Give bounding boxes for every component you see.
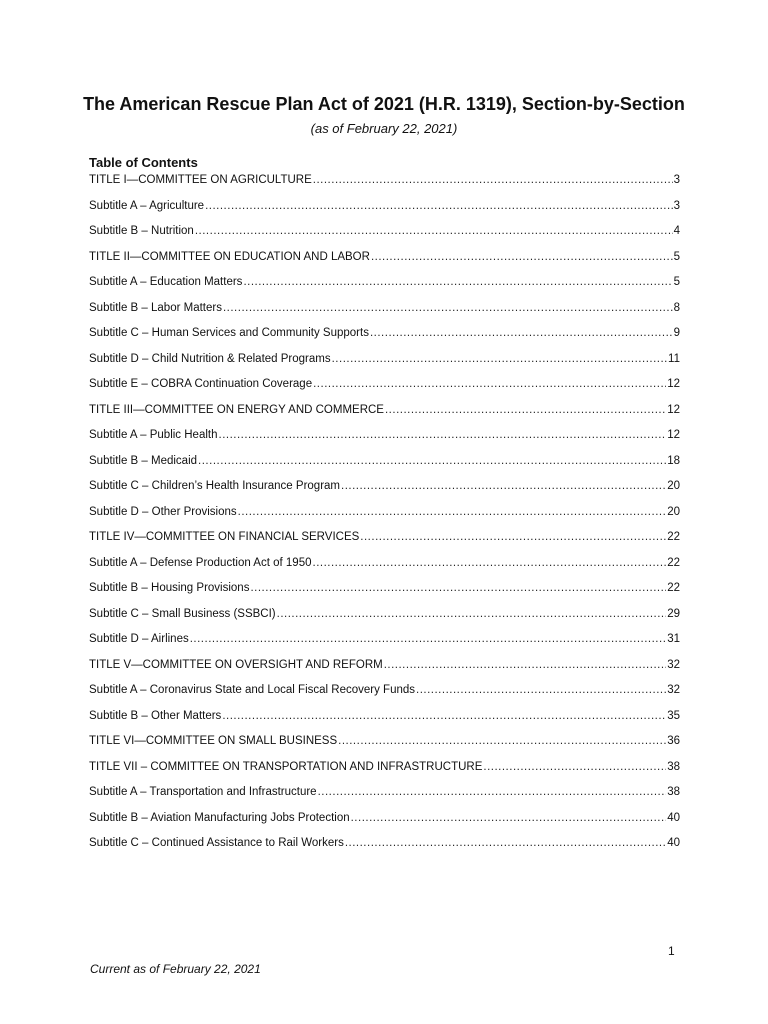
document-subtitle: (as of February 22, 2021) <box>310 121 458 136</box>
toc-entry[interactable] <box>89 327 680 353</box>
toc-dot-leader <box>243 276 672 288</box>
toc-entry[interactable] <box>89 174 680 200</box>
toc-dot-leader <box>318 786 667 798</box>
toc-entry[interactable] <box>89 812 680 838</box>
toc-dot-leader <box>332 353 667 365</box>
toc-entry-label[interactable]: TITLE V—COMMITTEE ON OVERSIGHT AND REFORM <box>89 658 383 671</box>
toc-entry[interactable] <box>89 786 680 812</box>
toc-entry-page[interactable]: 8 <box>673 301 680 314</box>
toc-entry[interactable] <box>89 684 680 710</box>
toc-entry-label[interactable]: Subtitle B – Aviation Manufacturing Jobs Protection <box>89 811 350 824</box>
toc-heading: Table of Contents <box>89 155 198 170</box>
toc-entry-label[interactable]: TITLE IV—COMMITTEE ON FINANCIAL SERVICES <box>89 531 360 543</box>
toc-entry[interactable] <box>89 557 680 583</box>
toc-dot-leader <box>345 837 666 849</box>
toc-entry-label[interactable]: Subtitle B – Labor Matters <box>89 301 222 314</box>
toc-dot-leader <box>384 659 667 671</box>
toc-entry[interactable] <box>89 837 680 863</box>
toc-dot-leader <box>385 404 666 416</box>
toc-entry-page[interactable]: 40 <box>667 837 680 849</box>
toc-entry-page[interactable]: 29 <box>667 607 680 620</box>
toc-dot-leader <box>370 327 673 339</box>
toc-entry[interactable] <box>89 276 680 302</box>
toc-entry-page[interactable]: 3 <box>673 199 680 212</box>
toc-entry-page[interactable]: 31 <box>667 633 680 645</box>
toc-entry-page[interactable]: 20 <box>667 505 680 518</box>
toc-entry-page[interactable]: 40 <box>667 811 680 824</box>
toc-entry[interactable] <box>89 404 680 430</box>
table-of-contents <box>89 174 680 863</box>
toc-entry-page[interactable]: 5 <box>673 276 680 288</box>
toc-entry[interactable] <box>89 225 680 251</box>
toc-entry-page[interactable]: 12 <box>667 429 680 441</box>
toc-entry[interactable] <box>89 200 680 226</box>
footer-note: Current as of February 22, 2021 <box>90 962 261 976</box>
toc-entry-page[interactable]: 32 <box>667 658 680 671</box>
toc-entry[interactable] <box>89 608 680 634</box>
toc-entry-label[interactable]: Subtitle B – Other Matters <box>89 709 222 722</box>
toc-entry-page[interactable]: 3 <box>673 174 680 186</box>
toc-entry-page[interactable]: 11 <box>668 352 680 365</box>
toc-entry-label[interactable]: Subtitle C – Human Services and Community Supports <box>89 327 369 339</box>
toc-entry-page[interactable]: 35 <box>667 709 680 722</box>
toc-entry[interactable] <box>89 429 680 455</box>
toc-entry-label[interactable]: Subtitle A – Education Matters <box>89 276 243 288</box>
toc-entry-label[interactable]: Subtitle A – Public Health <box>89 429 218 441</box>
toc-dot-leader <box>198 455 666 467</box>
toc-entry[interactable] <box>89 506 680 532</box>
toc-entry[interactable] <box>89 633 680 659</box>
toc-entry-label[interactable]: Subtitle C – Small Business (SSBCI) <box>89 607 276 620</box>
toc-entry[interactable] <box>89 531 680 557</box>
toc-entry-page[interactable]: 5 <box>673 250 680 263</box>
toc-entry-label[interactable]: Subtitle C – Continued Assistance to Rail Workers <box>89 837 344 849</box>
toc-dot-leader <box>222 710 666 722</box>
toc-entry-label[interactable]: Subtitle A – Agriculture <box>89 199 205 212</box>
toc-dot-leader <box>416 684 666 696</box>
toc-entry-label[interactable]: TITLE VI—COMMITTEE ON SMALL BUSINESS <box>89 735 338 747</box>
toc-entry-page[interactable]: 18 <box>667 454 680 467</box>
toc-entry-label[interactable]: Subtitle D – Other Provisions <box>89 505 237 518</box>
toc-entry[interactable] <box>89 710 680 736</box>
toc-entry-page[interactable]: 32 <box>667 684 680 696</box>
toc-dot-leader <box>277 608 667 620</box>
toc-dot-leader <box>223 302 673 314</box>
toc-dot-leader <box>195 225 673 237</box>
toc-dot-leader <box>338 735 666 747</box>
toc-entry-page[interactable]: 22 <box>667 582 680 594</box>
toc-entry-page[interactable]: 20 <box>667 480 680 492</box>
toc-entry-label[interactable]: TITLE III—COMMITTEE ON ENERGY AND COMMERCE <box>89 403 384 416</box>
toc-dot-leader <box>238 506 667 518</box>
toc-entry-page[interactable]: 22 <box>667 556 680 569</box>
toc-dot-leader <box>313 557 667 569</box>
toc-dot-leader <box>250 582 666 594</box>
toc-entry-page[interactable]: 22 <box>667 531 680 543</box>
toc-entry-page[interactable]: 36 <box>667 735 680 747</box>
toc-entry[interactable] <box>89 378 680 404</box>
toc-dot-leader <box>360 531 666 543</box>
toc-entry-page[interactable]: 38 <box>667 760 680 773</box>
toc-dot-leader <box>313 174 673 186</box>
toc-entry-page[interactable]: 9 <box>673 327 680 339</box>
toc-entry-label[interactable]: Subtitle E – COBRA Continuation Coverage <box>89 378 313 390</box>
toc-entry[interactable] <box>89 582 680 608</box>
toc-entry-label[interactable]: Subtitle B – Nutrition <box>89 225 194 237</box>
toc-entry-label[interactable]: Subtitle A – Defense Production Act of 1950 <box>89 556 312 569</box>
toc-entry[interactable] <box>89 761 680 787</box>
toc-entry-label[interactable]: Subtitle B – Medicaid <box>89 454 198 467</box>
toc-entry-label[interactable]: Subtitle B – Housing Provisions <box>89 582 250 594</box>
toc-dot-leader <box>313 378 666 390</box>
toc-dot-leader <box>351 812 667 824</box>
toc-entry-page[interactable]: 12 <box>667 403 680 416</box>
toc-dot-leader <box>483 761 666 773</box>
toc-entry[interactable] <box>89 735 680 761</box>
toc-entry[interactable] <box>89 480 680 506</box>
toc-entry-label[interactable]: Subtitle D – Airlines <box>89 633 189 645</box>
toc-dot-leader <box>341 480 666 492</box>
toc-entry[interactable] <box>89 302 680 328</box>
toc-entry-label[interactable]: TITLE I—COMMITTEE ON AGRICULTURE <box>89 174 312 186</box>
toc-dot-leader <box>205 200 673 212</box>
toc-entry-label[interactable]: Subtitle A – Coronavirus State and Local Fiscal Recovery Funds <box>89 684 416 696</box>
toc-entry-page[interactable]: 38 <box>667 786 680 798</box>
toc-dot-leader <box>190 633 666 645</box>
toc-entry[interactable] <box>89 455 680 481</box>
toc-entry[interactable] <box>89 353 680 379</box>
toc-entry-label[interactable]: Subtitle D – Child Nutrition & Related Programs <box>89 352 331 365</box>
toc-dot-leader <box>219 429 667 441</box>
toc-entry-label[interactable]: TITLE II—COMMITTEE ON EDUCATION AND LABOR <box>89 250 370 263</box>
toc-entry[interactable] <box>89 251 680 277</box>
document-title: The American Rescue Plan Act of 2021 (H.R. 1319), Section-by-Section <box>83 94 685 114</box>
toc-entry-label[interactable]: Subtitle A – Transportation and Infrastructure <box>89 786 317 798</box>
toc-dot-leader <box>371 251 673 263</box>
page-number: 1 <box>668 944 675 958</box>
toc-entry-page[interactable]: 4 <box>673 225 680 237</box>
toc-entry[interactable] <box>89 659 680 685</box>
toc-entry-label[interactable]: Subtitle C – Children’s Health Insurance Program <box>89 480 340 492</box>
toc-entry-page[interactable]: 12 <box>667 378 680 390</box>
toc-entry-label[interactable]: TITLE VII – COMMITTEE ON TRANSPORTATION AND INFRASTRUCTURE <box>89 760 483 773</box>
